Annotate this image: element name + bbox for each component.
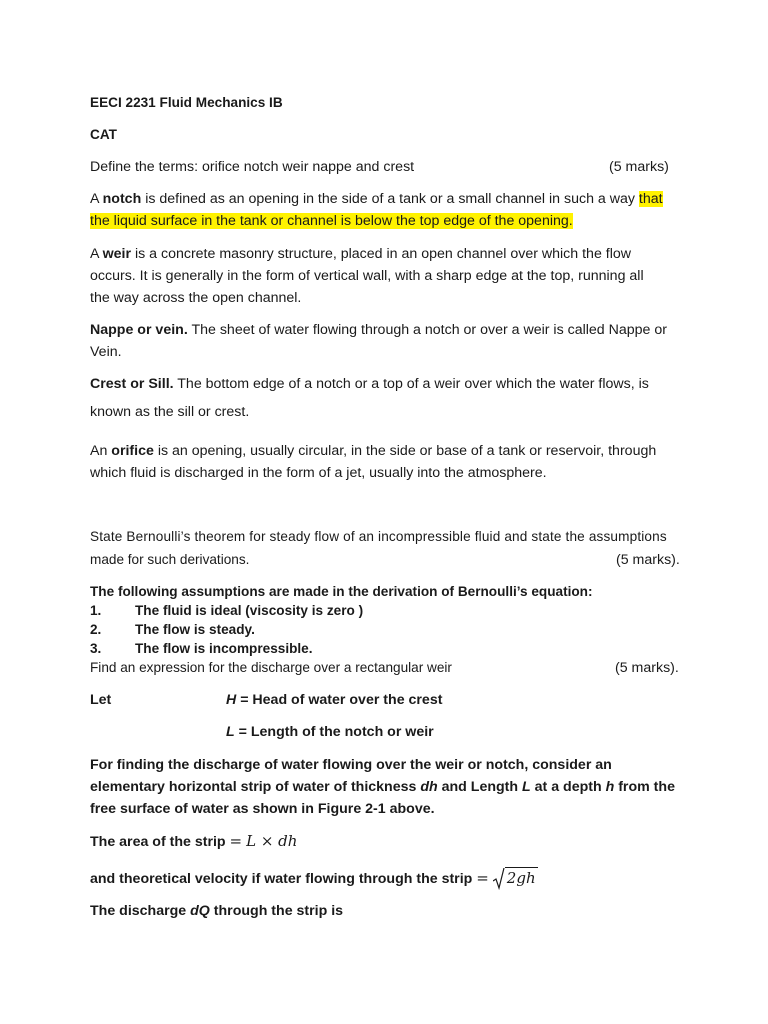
question-2-marks: (5 marks). (616, 552, 680, 568)
orifice-term: orifice (111, 443, 154, 459)
head-definition: H = Head of water over the crest (226, 692, 443, 708)
velocity-line: and theoretical velocity if water flowing through the strip = 2gh (90, 868, 538, 890)
length-definition: L = Length of the notch or weir (226, 724, 434, 740)
highlighted-text: that (638, 191, 663, 207)
question-3-marks: (5 marks). (615, 660, 679, 676)
weir-definition-line-2: occurs. It is generally in the form of vertical wall, with a sharp edge at the top, running all (90, 268, 644, 284)
orifice-definition-line-1: An orifice is an opening, usually circular, in the side or base of a tank or reservoir, through (90, 443, 657, 459)
nappe-term: Nappe or vein. (90, 322, 188, 338)
let-label: Let (90, 692, 112, 708)
assumption-item: The fluid is ideal (viscosity is zero ) (135, 603, 364, 618)
strip-area-line: The area of the strip = L × dh (90, 832, 298, 850)
assumption-number: 1. (90, 603, 102, 618)
orifice-definition-line-2: which fluid is discharged in the form of a jet, usually into the atmosphere. (90, 465, 547, 481)
crest-definition-line-2: known as the sill or crest. (90, 404, 250, 420)
assumption-item: The flow is steady. (135, 622, 255, 637)
square-root-symbol: 2gh (493, 868, 538, 890)
question-3-prompt: Find an expression for the discharge over a rectangular weir (90, 660, 452, 675)
weir-definition-line-1: A weir is a concrete masonry structure, placed in an open channel over which the flow (90, 246, 632, 262)
finding-line-3: free surface of water as shown in Figure 2-1 above. (90, 801, 435, 817)
assumption-number: 2. (90, 622, 102, 637)
notch-definition-line-2 (90, 212, 573, 230)
notch-term: notch (102, 191, 142, 207)
assumptions-heading: The following assumptions are made in the derivation of Bernoulli’s equation: (90, 584, 593, 599)
assumption-item: The flow is incompressible. (135, 641, 313, 656)
assumption-number: 3. (90, 641, 102, 656)
crest-definition-line-1: Crest or Sill. The bottom edge of a notch or a top of a weir over which the water flows, is (90, 376, 649, 392)
nappe-definition-line-1: Nappe or vein. The sheet of water flowing through a notch or over a weir is called Nappe or (90, 322, 667, 338)
discharge-line: The discharge dQ through the strip is (90, 903, 344, 919)
question-1-prompt: Define the terms: orifice notch weir nappe and crest (90, 159, 415, 175)
weir-definition-line-3: the way across the open channel. (90, 290, 302, 306)
cat-label: CAT (90, 127, 117, 142)
notch-definition-line-1: A notch is defined as an opening in the side of a tank or a small channel in such a way that (90, 191, 663, 207)
question-1-marks: (5 marks) (609, 159, 669, 175)
question-2-line-2: made for such derivations. (90, 552, 250, 567)
nappe-definition-line-2: Vein. (90, 344, 122, 360)
finding-line-1: For finding the discharge of water flowing over the weir or notch, consider an (90, 757, 612, 773)
question-2-line-1: State Bernoulli’s theorem for steady flow of an incompressible fluid and state the assumptions (90, 529, 667, 544)
highlighted-text: the liquid surface in the tank or channel is below the top edge of the opening. (90, 213, 573, 229)
crest-term: Crest or Sill. (90, 376, 174, 392)
finding-line-2: elementary horizontal strip of water of thickness dh and Length L at a depth h from the (90, 779, 675, 795)
course-title: EECI 2231 Fluid Mechanics IB (90, 95, 283, 110)
weir-term: weir (102, 246, 132, 262)
